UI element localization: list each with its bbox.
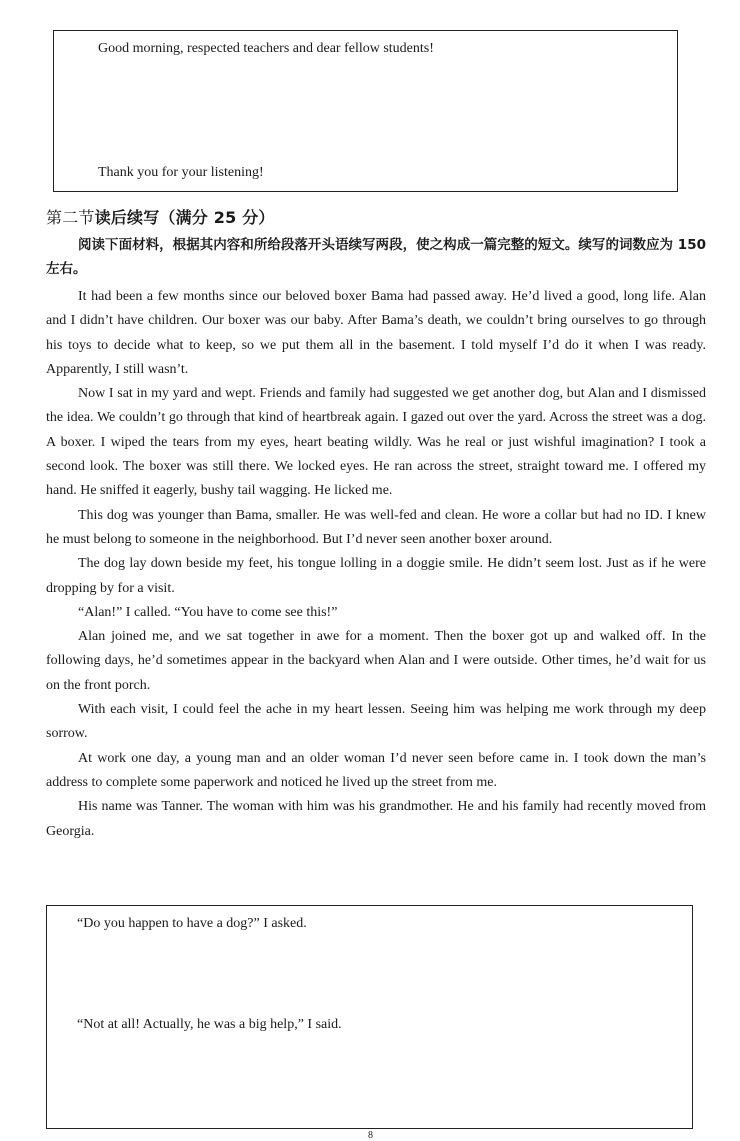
speech-closing: Thank you for your listening! [98,165,264,180]
passage-paragraph: This dog was younger than Bama, smaller. He was well-fed and clean. He wore a collar but had no ID. I knew he must belong to someone in the neighborhood. But I’d never seen another boxer around. [46,507,706,547]
passage-paragraph: With each visit, I could feel the ache in my heart lessen. Seeing him was helping me work through my deep sorrow. [46,702,706,742]
paragraph-opener-2: “Not at all! Actually, he was a big help,” I said. [77,1017,342,1032]
passage-paragraph: “Alan!” I called. “You have to come see this!” [78,604,338,620]
reading-passage [46,285,706,844]
section-title-rest: 读后续写（满分 25 分） [94,208,275,227]
speech-greeting: Good morning, respected teachers and dear fellow students! [98,41,434,56]
section-title-lead: 第二节 [46,208,95,227]
writing-box-bottom [46,905,693,1129]
passage-paragraph: The dog lay down beside my feet, his tongue lolling in a doggie smile. He didn’t seem lost. Just as if he were dropping by for a visit. [46,556,706,596]
section-title [46,205,275,228]
passage-paragraph: His name was Tanner. The woman with him was his grandmother. He and his family had recently moved from Georgia. [46,799,706,839]
passage-paragraph: At work one day, a young man and an older woman I’d never seen before came in. I took down the man’s address to complete some paperwork and noticed he lived up the street from me. [46,750,706,790]
paragraph-opener-1: “Do you happen to have a dog?” I asked. [77,916,307,931]
writing-box-top [53,30,678,192]
passage-paragraph: Alan joined me, and we sat together in awe for a moment. Then the boxer got up and walked off. In the following days, he’d sometimes appear in the backyard when Alan and I were outside. Other times, he’d wait for us on the front porch. [46,629,706,693]
passage-paragraph: Now I sat in my yard and wept. Friends and family had suggested we get another dog, but Alan and I dismissed the idea. We couldn’t go through that kind of heartbreak again. I gazed out over the yard. Across the street was a dog. A boxer. I wiped the tears from my eyes, heart beating wildly. Was he real or just wishful imagination? I took a second look. The boxer was still there. We locked eyes. He ran across the street, straight toward me. I offered my hand. He sniffed it eagerly, bushy tail wagging. He licked me. [46,386,706,499]
page-number: 8 [368,1130,373,1141]
passage-paragraph: It had been a few months since our beloved boxer Bama had passed away. He’d lived a good, long life. Alan and I didn’t have children. Our boxer was our baby. After Bama’s death, we couldn’t bring ourselves to go through his toys to decide what to keep, so we put them all in the basement. I told myself I’d do it when I was ready. Apparently, I still wasn’t. [46,289,706,377]
section-instructions: 阅读下面材料，根据其内容和所给段落开头语续写两段，使之构成一篇完整的短文。续写的词数应为 150 左右。 [46,237,706,277]
